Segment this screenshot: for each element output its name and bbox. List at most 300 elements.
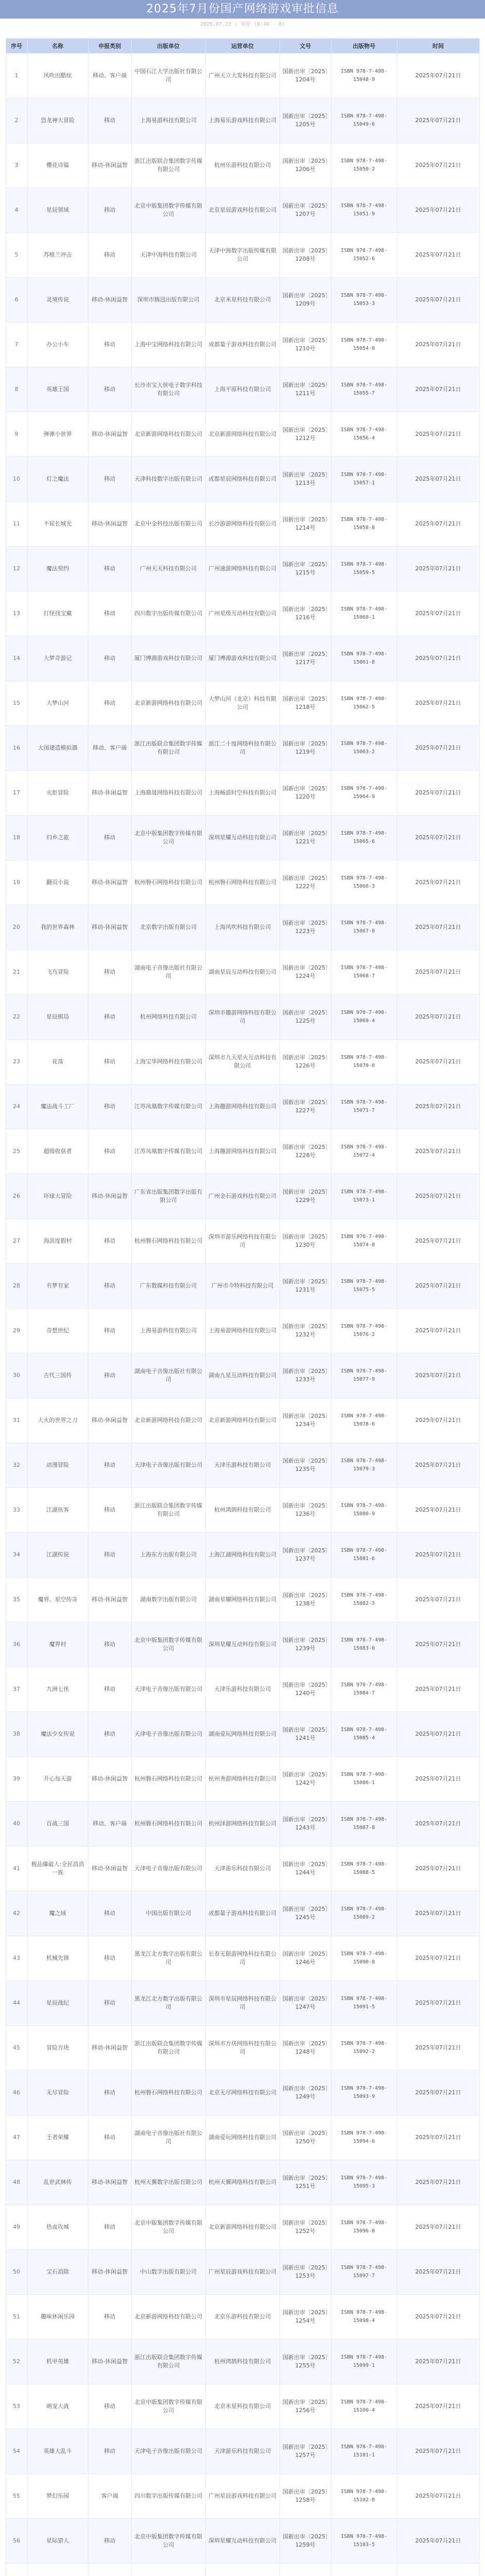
cell-index: 25: [6, 1129, 27, 1174]
cell-name: 我的世界森林: [27, 905, 88, 950]
cell-category: 移动: [88, 1219, 131, 1264]
cell-publisher: 浙江出版联合集团数字传媒有限公司: [131, 1488, 205, 1533]
cell-category: 移动-休闲益智: [88, 1174, 131, 1219]
cell-isbn: ISBN 978-7-498-15077-9: [331, 1353, 397, 1398]
cell-index: 54: [6, 2429, 27, 2474]
cell-publisher: 四川数字出版传媒有限公司: [131, 591, 205, 636]
cell-name: 宝石消除: [27, 2250, 88, 2295]
cell-date: 2025年07月21日: [397, 1757, 479, 1802]
cell-publisher: 浙江出版联合集团数字传媒有限公司: [131, 726, 205, 771]
cell-name: 奇想世纪: [27, 1309, 88, 1353]
cell-category: 移动-休闲益智: [88, 1757, 131, 1802]
cell-isbn: ISBN 978-7-498-15051-9: [331, 188, 397, 233]
cell-publisher: 杭州磐石网络科技有限公司: [131, 1757, 205, 1802]
cell-operator: 成都量子游戏科技有限公司: [205, 323, 280, 367]
cell-operator: 广州星级互动科技有限公司: [205, 591, 280, 636]
cell-date: 2025年07月21日: [397, 2295, 479, 2340]
cell-date: 2025年07月21日: [397, 1174, 479, 1219]
cell-category: 移动: [88, 2205, 131, 2250]
cell-index: 4: [6, 188, 27, 233]
cell-isbn: ISBN 978-7-498-15084-7: [331, 1667, 397, 1712]
cell-operator: 湖南爱玩网络科技有限公司: [205, 1712, 280, 1757]
cell-approval-no: 国新出审〔2025〕1226号: [280, 1040, 331, 1084]
cell-date: 2025年07月21日: [397, 278, 479, 323]
cell-date: 2025年07月21日: [397, 950, 479, 995]
cell-operator: 北京米星科技有限公司: [205, 278, 280, 323]
cell-category: 移动-休闲益智: [88, 502, 131, 547]
cell-operator: 湖南爱玩网络科技有限公司: [205, 2115, 280, 2160]
cell-category: 移动-休闲益智: [88, 278, 131, 323]
cell-name: 魔法契约: [27, 547, 88, 591]
cell-date: 2025年07月21日: [397, 1084, 479, 1129]
cell-category: 移动: [88, 2519, 131, 2564]
cell-date: 2025年07月21日: [397, 2071, 479, 2115]
cell-isbn: ISBN 978-7-498-15067-0: [331, 905, 397, 950]
cell-index: 46: [6, 2071, 27, 2115]
cell-name: 花落: [27, 1040, 88, 1084]
cell-index: 55: [6, 2474, 27, 2519]
cell-name: 冒险方块: [27, 2026, 88, 2071]
cell-approval-no: 国新出审〔2025〕1233号: [280, 1353, 331, 1398]
table-row: [6, 1533, 479, 1578]
cell-operator: 深圳市九天星火互动科技有限公司: [205, 1040, 280, 1084]
table-row: [6, 1264, 479, 1309]
table-row: [6, 2295, 479, 2340]
cell-publisher: 天津中海科技有限公司: [131, 233, 205, 278]
cell-isbn: ISBN 978-7-498-15048-9: [331, 54, 397, 98]
cell-category: 移动: [88, 367, 131, 412]
table-row: [6, 1891, 479, 1936]
cell-isbn: ISBN 978-7-498-15102-8: [331, 2474, 397, 2519]
cell-publisher: [131, 2564, 205, 2576]
cell-date: 2025年07月21日: [397, 1129, 479, 1174]
cell-name: 古代三国传: [27, 1353, 88, 1398]
cell-publisher: 杭州磐石网络科技有限公司: [131, 2071, 205, 2115]
table-row: [6, 1578, 479, 1622]
cell-date: 2025年07月21日: [397, 2474, 479, 2519]
cell-publisher: 四川数字出版传媒有限公司: [131, 2474, 205, 2519]
cell-date: 2025年07月21日: [397, 367, 479, 412]
cell-name: 翻页小说: [27, 860, 88, 905]
cell-operator: 北京星辰游戏科技有限公司: [205, 188, 280, 233]
cell-category: 移动: [88, 1129, 131, 1174]
cell-operator: 浙江二十度网络科技有限公司: [205, 726, 280, 771]
cell-date: 2025年07月21日: [397, 860, 479, 905]
cell-index: 56: [6, 2519, 27, 2564]
cell-isbn: ISBN 978-7-498-15071-7: [331, 1084, 397, 1129]
cell-approval-no: 国新出审〔2025〕1243号: [280, 1802, 331, 1846]
approval-table: [6, 38, 480, 2576]
cell-name: 火炬冒险: [27, 771, 88, 816]
cell-name: 星辰领域: [27, 188, 88, 233]
cell-date: 2025年07月21日: [397, 188, 479, 233]
cell-isbn: ISBN 978-7-498-15079-3: [331, 1443, 397, 1488]
cell-approval-no: 国新出审〔2025〕1208号: [280, 233, 331, 278]
cell-category: 移动: [88, 1309, 131, 1353]
cell-approval-no: 国新出审〔2025〕1235号: [280, 1443, 331, 1488]
table-body: [6, 54, 479, 2576]
cell-name: 魔法少女传说: [27, 1712, 88, 1757]
cell-isbn: ISBN 978-7-498-15060-1: [331, 591, 397, 636]
cell-publisher: 天津科技数字出版有限公司: [131, 457, 205, 502]
table-header-row: [6, 39, 479, 54]
cell-publisher: 北京中版集团数字传媒有限公司: [131, 2519, 205, 2564]
table-row: [6, 2474, 479, 2519]
cell-index: 17: [6, 771, 27, 816]
cell-publisher: 浙江出版联合集团数字传媒有限公司: [131, 2026, 205, 2071]
cell-operator: 天津乐游科技有限公司: [205, 1667, 280, 1712]
cell-name: 樱花诗篇: [27, 143, 88, 188]
cell-name: 灵境传说: [27, 278, 88, 323]
cell-date: 2025年07月21日: [397, 547, 479, 591]
cell-category: 移动: [88, 681, 131, 726]
cell-isbn: ISBN 978-7-498-15076-2: [331, 1309, 397, 1353]
table-row: [6, 995, 479, 1040]
cell-approval-no: 国新出审〔2025〕1225号: [280, 995, 331, 1040]
cell-category: 移动: [88, 1981, 131, 2026]
cell-approval-no: 国新出审〔2025〕1245号: [280, 1891, 331, 1936]
cell-name: 大梦奇游记: [27, 636, 88, 681]
cell-name: 大梦山河: [27, 681, 88, 726]
cell-date: 2025年07月21日: [397, 1578, 479, 1622]
cell-publisher: 湖南电子音像出版社有限公司: [131, 950, 205, 995]
table-row: [6, 1757, 479, 1802]
cell-name: 大国建造模拟器: [27, 726, 88, 771]
cell-approval-no: 国新出审〔2025〕1218号: [280, 681, 331, 726]
cell-isbn: ISBN 978-7-498-15069-4: [331, 995, 397, 1040]
cell-category: 移动-休闲益智: [88, 412, 131, 457]
publish-meta: 2025.07.22 | 审批 (8:46 · 8): [200, 22, 285, 27]
cell-isbn: ISBN 978-7-498-15074-8: [331, 1219, 397, 1264]
cell-publisher: 北京新游网络科技有限公司: [131, 681, 205, 726]
table-row: [6, 1981, 479, 2026]
cell-operator: 北京无尽网络科技有限公司: [205, 2071, 280, 2115]
cell-isbn: ISBN 978-7-498-15087-8: [331, 1802, 397, 1846]
cell-operator: 北京米星科技有限公司: [205, 2384, 280, 2429]
cell-name: 不屈长城光: [27, 502, 88, 547]
cell-date: 2025年07月21日: [397, 905, 479, 950]
cell-name: 超级收获者: [27, 1129, 88, 1174]
cell-date: 2025年07月21日: [397, 1891, 479, 1936]
cell-date: 2025年07月21日: [397, 1264, 479, 1309]
cell-operator: 深圳星耀互动科技有限公司: [205, 816, 280, 860]
cell-date: 2025年07月21日: [397, 1667, 479, 1712]
cell-category: 客户端: [88, 2474, 131, 2519]
cell-publisher: 杭州网络科技有限公司: [131, 995, 205, 1040]
cell-isbn: ISBN 978-7-498-15086-1: [331, 1757, 397, 1802]
table-row: [6, 143, 479, 188]
cell-category: 移动-休闲益智: [88, 771, 131, 816]
cell-name: 办公小车: [27, 323, 88, 367]
cell-approval-no: 国新出审〔2025〕1236号: [280, 1488, 331, 1533]
cell-operator: 深圳市趣游网络科技有限公司: [205, 995, 280, 1040]
cell-index: 31: [6, 1398, 27, 1443]
cell-publisher: 上海易游科技有限公司: [131, 98, 205, 143]
table-row: [6, 457, 479, 502]
cell-date: 2025年07月21日: [397, 2026, 479, 2071]
cell-date: 2025年07月21日: [397, 1712, 479, 1757]
cell-date: 2025年07月21日: [397, 591, 479, 636]
cell-date: 2025年07月21日: [397, 1936, 479, 1981]
cell-approval-no: 国新出审〔2025〕1227号: [280, 1084, 331, 1129]
cell-isbn: ISBN 978-7-498-15053-3: [331, 278, 397, 323]
cell-publisher: 广东数媒科技有限公司: [131, 1264, 205, 1309]
cell-isbn: ISBN 978-7-498-15096-0: [331, 2205, 397, 2250]
cell-operator: 杭州秀游网络科技有限公司: [205, 1757, 280, 1802]
cell-publisher: 杭州磐石网络科技有限公司: [131, 1802, 205, 1846]
cell-index: 51: [6, 2295, 27, 2340]
cell-operator: 大梦山河（北京）科技有限公司: [205, 681, 280, 726]
cell-index: 34: [6, 1533, 27, 1578]
cell-operator: 上海易游网络科技有限公司: [205, 1309, 280, 1353]
cell-approval-no: 国新出审〔2025〕1210号: [280, 323, 331, 367]
cell-name: 萌宠大战: [27, 2384, 88, 2429]
cell-name: 王者荣耀: [27, 2115, 88, 2160]
cell-index: 12: [6, 547, 27, 591]
cell-index: 18: [6, 816, 27, 860]
cell-approval-no: 国新出审〔2025〕1256号: [280, 2384, 331, 2429]
cell-approval-no: 国新出审〔2025〕1239号: [280, 1622, 331, 1667]
cell-index: 32: [6, 1443, 27, 1488]
table-row: [6, 2071, 479, 2115]
cell-publisher: 黑龙江北方数字出版有限公司: [131, 1981, 205, 2026]
cell-operator: 深圳星耀互动科技有限公司: [205, 1622, 280, 1667]
cell-isbn: ISBN 978-7-498-15050-2: [331, 143, 397, 188]
cell-operator: 上海易乐游戏科技有限公司: [205, 98, 280, 143]
cell-approval-no: 国新出审〔2025〕1251号: [280, 2160, 331, 2205]
cell-operator: 杭州鸿鹄科技有限公司: [205, 2340, 280, 2384]
cell-index: 11: [6, 502, 27, 547]
cell-approval-no: 国新出审〔2025〕1216号: [280, 591, 331, 636]
cell-operator: 北京新游网络科技有限公司: [205, 1398, 280, 1443]
cell-publisher: 北京中金科技出版有限公司: [131, 502, 205, 547]
cell-name: 星辰战纪: [27, 1981, 88, 2026]
cell-approval-no: 国新出审〔2025〕1242号: [280, 1757, 331, 1802]
table-row: [6, 1084, 479, 1129]
cell-index: 14: [6, 636, 27, 681]
cell-isbn: ISBN 978-7-498-15094-6: [331, 2115, 397, 2160]
cell-isbn: ISBN 978-7-498-15098-4: [331, 2295, 397, 2340]
table-row: [6, 278, 479, 323]
cell-publisher: 北京中版集团数字传媒有限公司: [131, 1622, 205, 1667]
cell-approval-no: 国新出审〔2025〕1244号: [280, 1846, 331, 1891]
cell-isbn: ISBN 978-7-498-15097-7: [331, 2250, 397, 2295]
cell-operator: 上海趣游网络科技有限公司: [205, 1129, 280, 1174]
cell-isbn: ISBN 978-7-498-15062-5: [331, 681, 397, 726]
cell-approval-no: 国新出审〔2025〕1257号: [280, 2429, 331, 2474]
cell-category: 移动: [88, 1488, 131, 1533]
cell-isbn: ISBN 978-7-498-15083-0: [331, 1622, 397, 1667]
cell-name: 动漫冒险: [27, 1443, 88, 1488]
header-category: 申报类别: [88, 39, 131, 54]
cell-category: 移动: [88, 2429, 131, 2474]
cell-name: 极品爆破人:全民消消一族: [27, 1846, 88, 1891]
cell-date: 2025年07月21日: [397, 1488, 479, 1533]
cell-date: 2025年07月21日: [397, 412, 479, 457]
cell-operator: 杭州天翼网络科技有限公司: [205, 2160, 280, 2205]
cell-category: 移动: [88, 995, 131, 1040]
cell-date: 2025年07月21日: [397, 1802, 479, 1846]
cell-category: 移动-休闲益智: [88, 2340, 131, 2384]
table-row: [6, 233, 479, 278]
cell-isbn: ISBN 978-7-498-15081-6: [331, 1533, 397, 1578]
cell-approval-no: 国新出审〔2025〕1250号: [280, 2115, 331, 2160]
cell-isbn: ISBN 978-7-498-15072-4: [331, 1129, 397, 1174]
cell-date: 2025年07月21日: [397, 726, 479, 771]
table-row: [6, 323, 479, 367]
cell-category: 移动: [88, 950, 131, 995]
cell-publisher: 天津电子音像出版有限公司: [131, 1443, 205, 1488]
cell-approval-no: 国新出审〔2025〕1246号: [280, 1936, 331, 1981]
cell-approval-no: 国新出审〔2025〕1209号: [280, 278, 331, 323]
header-approval-no: 文号: [280, 39, 331, 54]
cell-isbn: ISBN 978-7-498-15061-8: [331, 636, 397, 681]
cell-index: 42: [6, 1891, 27, 1936]
cell-publisher: 江苏凤凰数字传媒有限公司: [131, 1084, 205, 1129]
table-row: [6, 54, 479, 98]
cell-category: 移动: [88, 2384, 131, 2429]
cell-publisher: 北京数字出版有限公司: [131, 905, 205, 950]
cell-category: 移动、客户端: [88, 1802, 131, 1846]
cell-approval-no: 国新出审〔2025〕1240号: [280, 1667, 331, 1712]
cell-publisher: 中国出版有限公司: [131, 1891, 205, 1936]
cell-operator: 上海畅游时空科技有限公司: [205, 771, 280, 816]
cell-name: 英雄王国: [27, 367, 88, 412]
cell-index: 28: [6, 1264, 27, 1309]
cell-index: 16: [6, 726, 27, 771]
table-row: [6, 860, 479, 905]
cell-index: 26: [6, 1174, 27, 1219]
table-row: [6, 591, 479, 636]
cell-publisher: 上海东方出版有限公司: [131, 1533, 205, 1578]
cell-name: 弹弹小世界: [27, 412, 88, 457]
cell-operator: 长春无限游网络科技有限公司: [205, 1936, 280, 1981]
cell-index: 43: [6, 1936, 27, 1981]
cell-category: 移动: [88, 1891, 131, 1936]
cell-name: 热血攻城: [27, 2205, 88, 2250]
cell-category: 移动: [88, 1533, 131, 1578]
cell-operator: 广州星辰游戏科技有限公司: [205, 2474, 280, 2519]
table-row: [6, 1936, 479, 1981]
cell-operator: 湖南星耀网络科技有限公司: [205, 1578, 280, 1622]
table-row: [6, 2205, 479, 2250]
cell-isbn: ISBN 978-7-498-15103-5: [331, 2519, 397, 2564]
cell-name: 飞鸟冒险: [27, 950, 88, 995]
cell-date: 2025年07月21日: [397, 54, 479, 98]
cell-index: 39: [6, 1757, 27, 1802]
cell-operator: 广州天立大发科技有限公司: [205, 54, 280, 98]
cell-index: 45: [6, 2026, 27, 2071]
cell-approval-no: 国新出审〔2025〕1241号: [280, 1712, 331, 1757]
cell-approval-no: 国新出审〔2025〕1211号: [280, 367, 331, 412]
table-row: [6, 2160, 479, 2205]
cell-date: 2025年07月21日: [397, 2250, 479, 2295]
cell-isbn: ISBN 978-7-498-15099-1: [331, 2340, 397, 2384]
cell-category: 移动: [88, 1353, 131, 1398]
cell-index: [6, 2564, 27, 2576]
table-row: [6, 412, 479, 457]
cell-index: 8: [6, 367, 27, 412]
cell-isbn: ISBN 978-7-498-15056-4: [331, 412, 397, 457]
cell-publisher: 天津电子音像出版有限公司: [131, 1667, 205, 1712]
cell-category: 移动-休闲益智: [88, 2026, 131, 2071]
cell-approval-no: 国新出审〔2025〕1219号: [280, 726, 331, 771]
cell-publisher: 天津电子音像出版有限公司: [131, 1846, 205, 1891]
cell-index: 24: [6, 1084, 27, 1129]
cell-category: 移动: [88, 2115, 131, 2160]
table-row: [6, 1622, 479, 1667]
cell-date: 2025年07月21日: [397, 1846, 479, 1891]
cell-index: 22: [6, 995, 27, 1040]
cell-category: 移动、客户端: [88, 726, 131, 771]
cell-category: 移动-休闲益智: [88, 1578, 131, 1622]
cell-category: 移动: [88, 547, 131, 591]
cell-publisher: 湖南电子音像出版社有限公司: [131, 1353, 205, 1398]
cell-isbn: ISBN 978-7-498-15064-9: [331, 771, 397, 816]
cell-publisher: 中国石江大学出版社有限公司: [131, 54, 205, 98]
table-row: [6, 1174, 479, 1219]
cell-index: 15: [6, 681, 27, 726]
cell-name: 魔界、星空传奇: [27, 1578, 88, 1622]
cell-date: 2025年07月21日: [397, 681, 479, 726]
table-row: [6, 1712, 479, 1757]
cell-operator: 深圳市游乐网络科技有限公司: [205, 1219, 280, 1264]
cell-operator: 广州市今特科技有限公司: [205, 1264, 280, 1309]
cell-category: 移动: [88, 323, 131, 367]
cell-approval-no: 国新出审〔2025〕1206号: [280, 143, 331, 188]
cell-index: 36: [6, 1622, 27, 1667]
cell-name: 魔之域: [27, 1891, 88, 1936]
cell-isbn: ISBN 978-7-498-15088-5: [331, 1846, 397, 1891]
cell-index: 49: [6, 2205, 27, 2250]
cell-date: 2025年07月21日: [397, 995, 479, 1040]
cell-isbn: ISBN 978-7-498-15082-3: [331, 1578, 397, 1622]
header-name: 名称: [27, 39, 88, 54]
cell-name: 苏格兰冲击: [27, 233, 88, 278]
cell-category: 移动: [88, 188, 131, 233]
cell-name: 有梦有家: [27, 1264, 88, 1309]
cell-date: 2025年07月21日: [397, 1040, 479, 1084]
cell-isbn: ISBN 978-7-498-15058-8: [331, 502, 397, 547]
cell-isbn: ISBN 978-7-498-15068-7: [331, 950, 397, 995]
cell-category: 移动: [88, 1264, 131, 1309]
cell-approval-no: 国新出审〔2025〕1217号: [280, 636, 331, 681]
cell-operator: [205, 2564, 280, 2576]
cell-index: 50: [6, 2250, 27, 2295]
table-row: [6, 681, 479, 726]
cell-name: 梦幻乐园: [27, 2474, 88, 2519]
cell-category: [88, 2564, 131, 2576]
table-row: [6, 2115, 479, 2160]
cell-approval-no: 国新出审〔2025〕1220号: [280, 771, 331, 816]
cell-date: 2025年07月21日: [397, 233, 479, 278]
cell-operator: 长沙游游网络科技有限公司: [205, 502, 280, 547]
cell-isbn: ISBN 978-7-498-15070-0: [331, 1040, 397, 1084]
cell-operator: 上海风吹科技有限公司: [205, 905, 280, 950]
cell-approval-no: 国新出审〔2025〕1237号: [280, 1533, 331, 1578]
table-row: [6, 905, 479, 950]
cell-index: 30: [6, 1353, 27, 1398]
cell-isbn: ISBN 978-7-498-15052-6: [331, 233, 397, 278]
cell-date: [397, 2564, 479, 2576]
cell-operator: 上海趣游网络科技有限公司: [205, 1084, 280, 1129]
cell-name: 打怪找宝藏: [27, 591, 88, 636]
cell-publisher: 上海鼎晟网络科技有限公司: [131, 771, 205, 816]
cell-index: 20: [6, 905, 27, 950]
cell-name: 星辰棋局: [27, 995, 88, 1040]
cell-publisher: 浙江出版联合集团数字传媒有限公司: [131, 143, 205, 188]
table-row: [6, 1846, 479, 1891]
